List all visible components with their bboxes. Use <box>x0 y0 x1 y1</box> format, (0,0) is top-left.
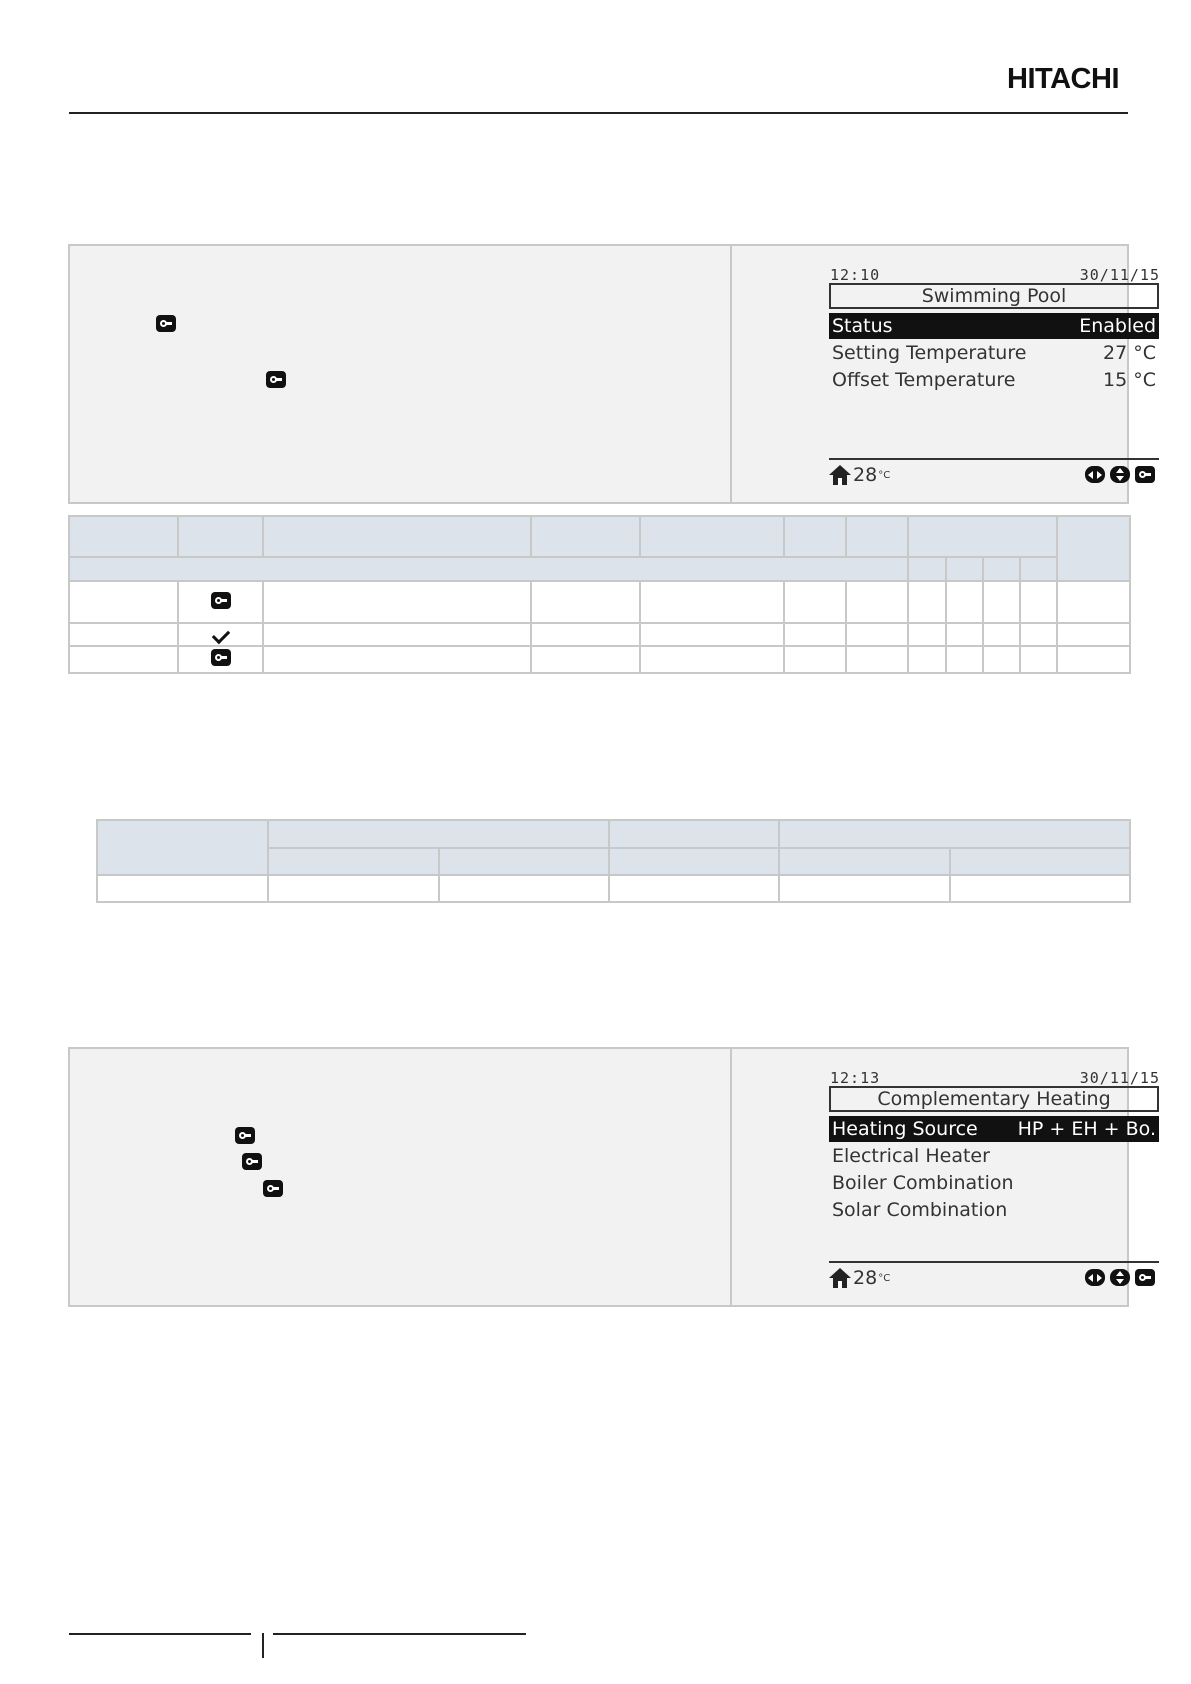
header-cell <box>779 848 950 875</box>
panel-divider <box>730 1049 732 1305</box>
ambient-temp-unit: °C <box>878 469 891 481</box>
lcd-time: 12:10 <box>830 266 881 284</box>
header-cell <box>268 820 609 848</box>
header-cell <box>263 516 531 557</box>
ok-key-icon <box>156 315 176 332</box>
left-right-icon <box>1085 1269 1105 1286</box>
header-cell <box>609 820 779 848</box>
swimming-pool-panel <box>68 244 1160 504</box>
menu-row-offset-temperature[interactable] <box>829 367 1159 393</box>
lcd-title: Complementary Heating <box>829 1086 1159 1112</box>
menu-row-label: Setting Temperature <box>832 342 1027 364</box>
menu-row-value: 15 °C <box>1103 369 1156 391</box>
ambient-temp-unit: °C <box>878 1272 891 1284</box>
lcd-screen-swimming-pool <box>760 266 1160 488</box>
header-cell <box>640 516 784 557</box>
menu-row-electrical-heater[interactable] <box>829 1143 1159 1169</box>
lcd-nav-icons <box>1085 466 1155 483</box>
up-down-icon <box>1110 1269 1130 1286</box>
menu-row-value: 27 °C <box>1103 342 1156 364</box>
menu-row-solar-combination[interactable] <box>829 1197 1159 1223</box>
header-cell <box>609 848 779 875</box>
menu-row-label: Electrical Heater <box>832 1145 990 1167</box>
footer-rule <box>273 1633 526 1635</box>
menu-row-label: Offset Temperature <box>832 369 1016 391</box>
parameter-table-1 <box>68 515 1131 674</box>
table-row <box>69 581 1130 623</box>
house-icon <box>829 1268 851 1288</box>
menu-row-boiler-combination[interactable] <box>829 1170 1159 1196</box>
table-row <box>69 646 1130 673</box>
menu-row-status[interactable] <box>829 313 1159 339</box>
header-cell <box>268 848 439 875</box>
header-cell <box>908 516 1057 557</box>
ambient-temp-value: 28 <box>853 464 878 486</box>
left-right-icon <box>1085 466 1105 483</box>
ok-key-icon <box>242 1153 262 1170</box>
menu-row-label: Solar Combination <box>832 1199 1008 1221</box>
ambient-temperature <box>829 1267 890 1289</box>
lcd-date: 30/11/15 <box>1079 266 1160 284</box>
complementary-heating-panel <box>68 1047 1160 1307</box>
ok-key-icon <box>1135 466 1155 483</box>
header-cell <box>531 516 640 557</box>
lcd-time: 12:13 <box>830 1069 881 1087</box>
ok-key-icon <box>211 649 231 666</box>
header-cell <box>439 848 609 875</box>
header-cell <box>1057 516 1130 581</box>
lcd-title: Swimming Pool <box>829 283 1159 309</box>
up-down-icon <box>1110 466 1130 483</box>
menu-row-label: Boiler Combination <box>832 1172 1014 1194</box>
hitachi-logo: HITACHI <box>1007 63 1119 95</box>
ok-key-icon <box>266 371 286 388</box>
lcd-bottom-rule <box>829 458 1159 460</box>
ok-key-icon <box>235 1127 255 1144</box>
header-cell <box>1020 557 1057 581</box>
header-cell <box>946 557 983 581</box>
house-icon <box>829 465 851 485</box>
check-icon <box>211 626 229 644</box>
table-row <box>69 623 1130 646</box>
header-cell <box>779 820 1130 848</box>
header-rule <box>69 112 1128 114</box>
table-row <box>97 875 1130 902</box>
menu-row-heating-source[interactable] <box>829 1116 1159 1142</box>
parameter-table-2 <box>96 819 1131 903</box>
menu-row-value: Enabled <box>1079 315 1156 337</box>
menu-row-label: Heating Source <box>832 1118 978 1140</box>
ambient-temp-value: 28 <box>853 1267 878 1289</box>
ok-key-icon <box>263 1180 283 1197</box>
lcd-bottom-rule <box>829 1261 1159 1263</box>
header-cell <box>784 516 846 557</box>
header-cell <box>950 848 1130 875</box>
header-cell <box>178 516 263 557</box>
header-cell <box>983 557 1020 581</box>
ambient-temperature <box>829 464 890 486</box>
header-cell <box>69 557 908 581</box>
footer-separator <box>262 1633 264 1658</box>
lcd-date: 30/11/15 <box>1079 1069 1160 1087</box>
header-cell <box>908 557 946 581</box>
header-cell <box>97 820 268 875</box>
panel-divider <box>730 246 732 502</box>
menu-row-label: Status <box>832 315 893 337</box>
header-cell <box>69 516 178 557</box>
footer-rule <box>69 1633 251 1635</box>
header-cell <box>846 516 908 557</box>
ok-key-icon <box>211 592 231 609</box>
menu-row-setting-temperature[interactable] <box>829 340 1159 366</box>
lcd-screen-complementary-heating <box>760 1069 1160 1291</box>
menu-row-value: HP + EH + Bo. <box>1017 1118 1156 1140</box>
lcd-nav-icons <box>1085 1269 1155 1286</box>
ok-key-icon <box>1135 1269 1155 1286</box>
